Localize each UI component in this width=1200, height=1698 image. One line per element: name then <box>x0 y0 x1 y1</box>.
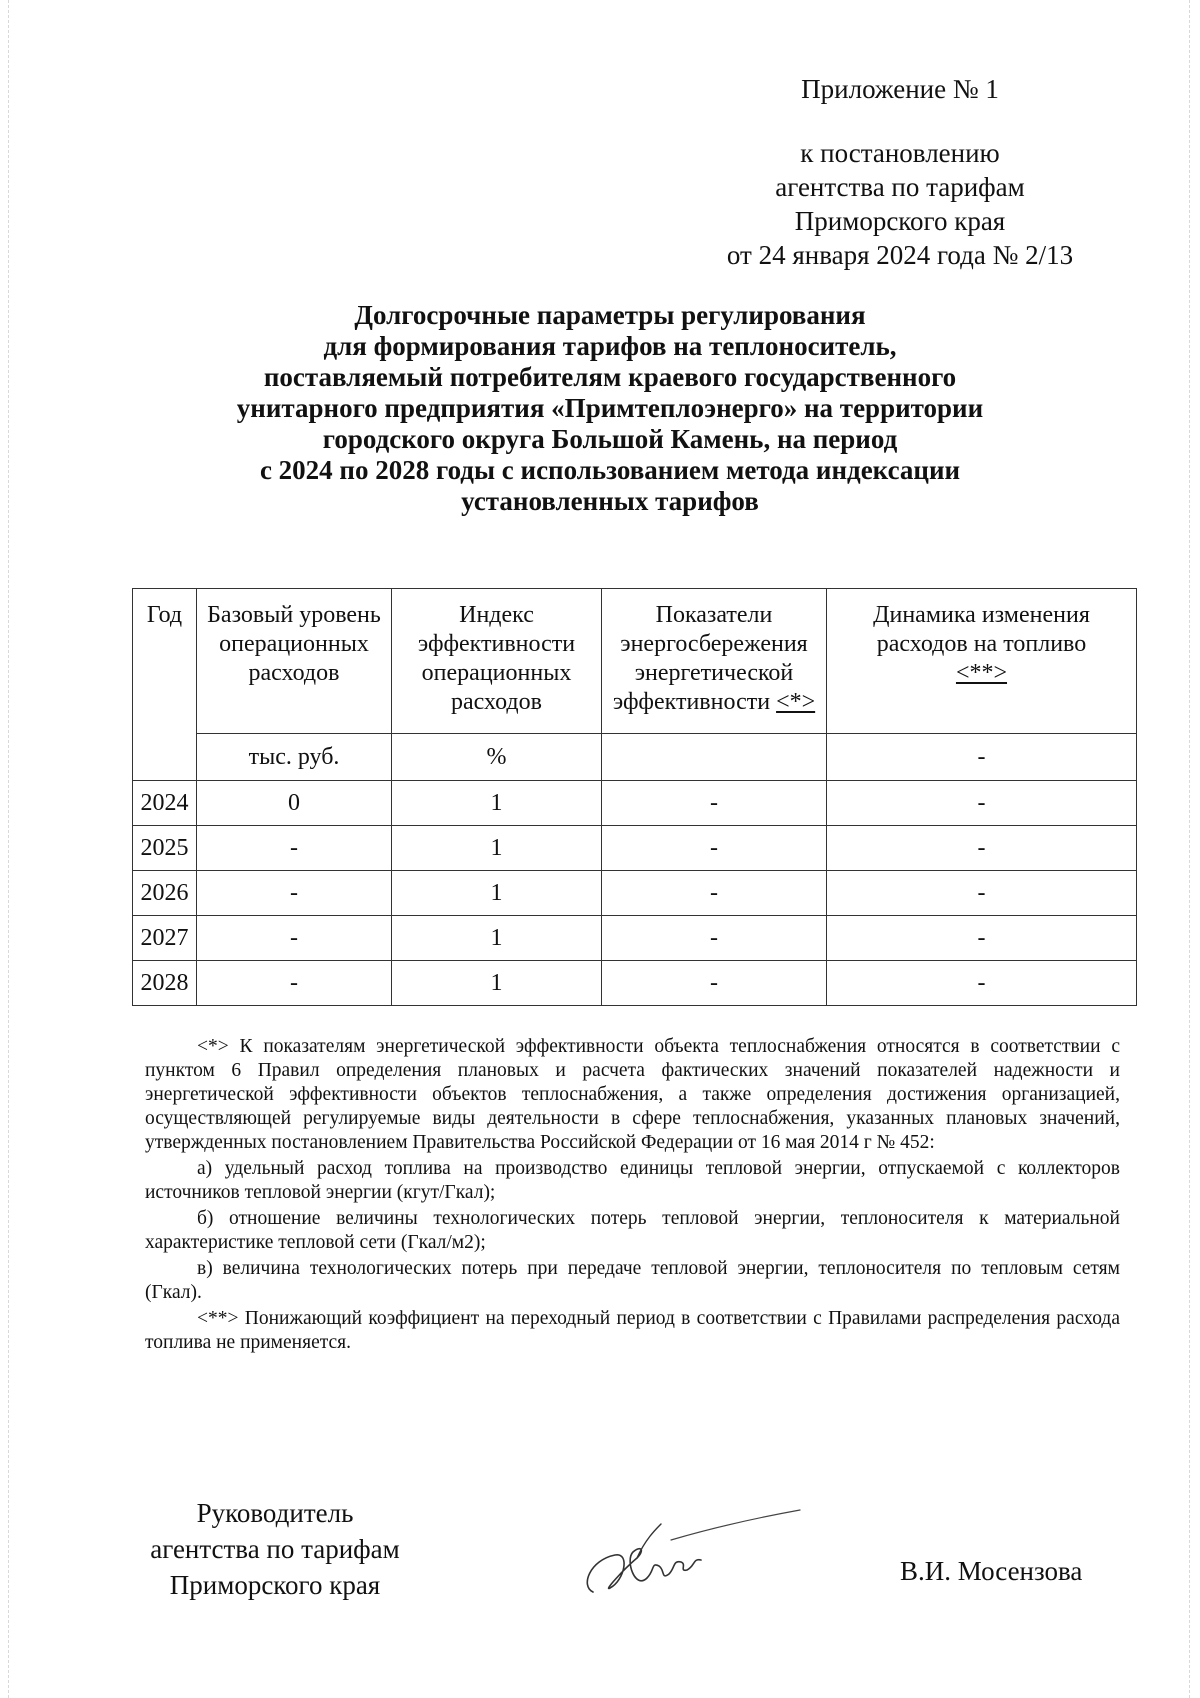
document-title <box>160 300 1060 517</box>
cell-energy-saving: - <box>602 961 827 1006</box>
cell-year: 2027 <box>133 916 197 961</box>
title-line: установленных тарифов <box>461 486 759 516</box>
page-edge-right <box>1189 0 1190 1698</box>
signatory-position <box>130 1495 420 1603</box>
title-line: унитарного предприятия «Примтеплоэнерго» на территории <box>236 393 984 423</box>
cell-efficiency-index: 1 <box>392 826 602 871</box>
footnote-2: <**> Понижающий коэффициент на переходный период в соответствии с Правилами распределения расхода топлива не применяется. <box>145 1308 1120 1353</box>
cell-efficiency-index: 1 <box>392 961 602 1006</box>
appendix-line: к постановлению <box>800 138 1000 168</box>
signatory-position-line: Руководитель <box>196 1498 354 1528</box>
col-header-efficiency-index: Индекс эффективности операционных расходов <box>392 589 602 734</box>
footnote-mark-2: <**> <box>955 660 1008 686</box>
appendix-date-line: от 24 января 2024 года № 2/13 <box>726 240 1074 270</box>
col-header-base-level: Базовый уровень операционных расходов <box>197 589 392 734</box>
footnote-1-item-b: б) отношение величины технологических потерь тепловой энергии, теплоносителя к материальной характеристике тепловой сети (Гкал/м2); <box>145 1208 1120 1253</box>
table-row <box>133 916 1137 961</box>
cell-energy-saving: - <box>602 781 827 826</box>
cell-efficiency-index: 1 <box>392 916 602 961</box>
unit-base-level: тыс. руб. <box>197 734 392 781</box>
title-line: Долгосрочные параметры регулирования <box>354 300 866 330</box>
cell-energy-saving: - <box>602 826 827 871</box>
cell-base-level: - <box>197 916 392 961</box>
footnote-1-item-a: а) удельный расход топлива на производство единицы тепловой энергии, отпускаемой с коллекторов источников тепловой энергии (кгут/Гкал); <box>145 1158 1120 1203</box>
cell-fuel-dynamics: - <box>827 871 1137 916</box>
table-row <box>133 826 1137 871</box>
signatory-name: В.И. Мосензова <box>900 1556 1083 1586</box>
cell-year: 2025 <box>133 826 197 871</box>
appendix-line: агентства по тарифам <box>775 172 1025 202</box>
footnotes <box>145 1035 1120 1357</box>
cell-base-level: - <box>197 961 392 1006</box>
unit-energy-saving <box>602 734 827 781</box>
cell-efficiency-index: 1 <box>392 781 602 826</box>
appendix-header <box>700 72 1100 272</box>
title-line: с 2024 по 2028 годы с использованием метода индексации <box>259 455 961 485</box>
parameters-table <box>132 588 1137 1006</box>
footnote-1: <*> К показателям энергетической эффективности объекта теплоснабжения относятся в соответствии с пунктом 6 Правил определения плановых и расчета фактических значений показателей надежности и энергетической эффективности объектов теплоснабжения, а также определения достижения организацией, осуществляющей регулируемые виды деятельности в сфере теплоснабжения, указанных плановых значений, утвержденных постановлением Правительства Российской Федерации от 16 мая 2014 г № 452: <box>145 1036 1120 1153</box>
table-row <box>133 781 1137 826</box>
title-line: городского округа Большой Камень, на период <box>322 424 898 454</box>
table-row <box>133 871 1137 916</box>
appendix-line: Приморского края <box>794 206 1006 236</box>
footnote-mark-1: <*> <box>776 689 816 715</box>
cell-fuel-dynamics: - <box>827 916 1137 961</box>
cell-year: 2028 <box>133 961 197 1006</box>
cell-base-level: 0 <box>197 781 392 826</box>
cell-energy-saving: - <box>602 871 827 916</box>
col-header-energy-saving-text: Показатели энергосбережения энергетической эффективности <box>612 602 808 715</box>
cell-fuel-dynamics: - <box>827 781 1137 826</box>
cell-year: 2026 <box>133 871 197 916</box>
signatory-position-line: Приморского края <box>169 1570 381 1600</box>
title-line: поставляемый потребителям краевого государственного <box>263 362 957 392</box>
col-header-year: Год <box>133 589 197 781</box>
footnote-1-item-c: в) величина технологических потерь при передаче тепловой энергии, теплоносителя по тепловым сетям (Гкал). <box>145 1258 1120 1303</box>
handwritten-signature <box>575 1500 805 1610</box>
table-row <box>133 961 1137 1006</box>
title-line: для формирования тарифов на теплоноситель, <box>323 331 897 361</box>
cell-fuel-dynamics: - <box>827 961 1137 1006</box>
col-header-energy-saving <box>602 589 827 734</box>
cell-year: 2024 <box>133 781 197 826</box>
col-header-fuel-dynamics-text: Динамика изменения расходов на топливо <box>873 602 1090 657</box>
appendix-number: Приложение № 1 <box>801 74 999 104</box>
cell-energy-saving: - <box>602 916 827 961</box>
unit-fuel-dynamics: - <box>827 734 1137 781</box>
unit-efficiency-index: % <box>392 734 602 781</box>
cell-base-level: - <box>197 826 392 871</box>
col-header-fuel-dynamics <box>827 589 1137 734</box>
cell-fuel-dynamics: - <box>827 826 1137 871</box>
cell-efficiency-index: 1 <box>392 871 602 916</box>
cell-base-level: - <box>197 871 392 916</box>
page-edge-left <box>8 0 9 1698</box>
signatory-position-line: агентства по тарифам <box>150 1534 400 1564</box>
